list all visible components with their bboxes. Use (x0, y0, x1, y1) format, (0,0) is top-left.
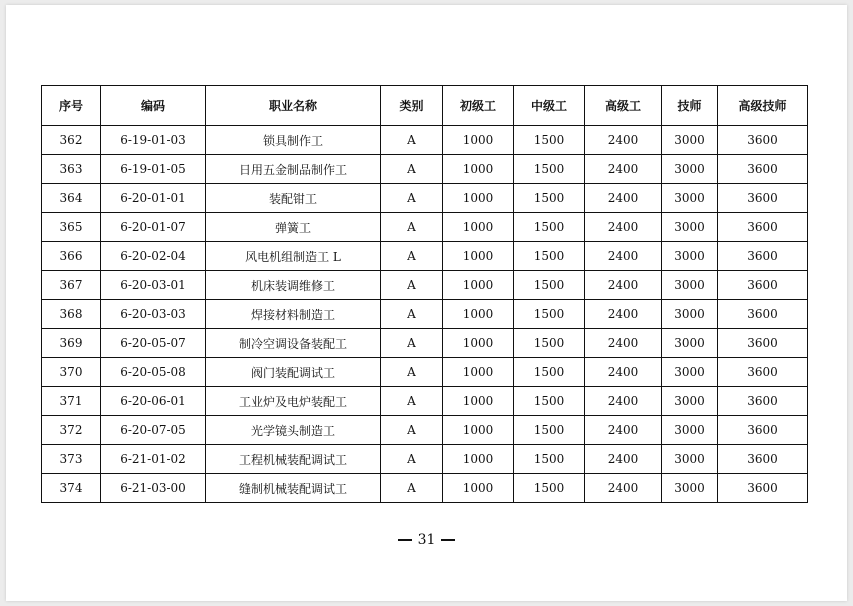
table-cell: 3600 (718, 184, 808, 213)
table-cell: 1000 (443, 242, 514, 271)
table-cell: 6-20-01-07 (101, 213, 206, 242)
table-cell: 6-20-05-08 (101, 358, 206, 387)
table-cell: 1500 (514, 242, 585, 271)
table-row (42, 416, 808, 445)
table-cell: 1000 (443, 184, 514, 213)
table-cell: A (381, 242, 443, 271)
table-cell: 364 (42, 184, 101, 213)
table-cell: 3000 (662, 358, 718, 387)
table-cell: 2400 (585, 387, 662, 416)
table-cell: 3000 (662, 242, 718, 271)
table-cell: 366 (42, 242, 101, 271)
table-cell: 3600 (718, 300, 808, 329)
table-cell: 1500 (514, 300, 585, 329)
table-cell: 2400 (585, 184, 662, 213)
table-cell: 6-20-02-04 (101, 242, 206, 271)
table-cell: 1500 (514, 213, 585, 242)
table-row (42, 474, 808, 503)
table-cell: A (381, 358, 443, 387)
table-cell: 6-20-01-01 (101, 184, 206, 213)
table-header-row (42, 86, 808, 126)
table-cell: 1500 (514, 387, 585, 416)
table-cell: A (381, 474, 443, 503)
table-cell: 1000 (443, 358, 514, 387)
right-dash (441, 539, 455, 541)
table-cell: 374 (42, 474, 101, 503)
table-cell: A (381, 126, 443, 155)
table-cell: 6-19-01-05 (101, 155, 206, 184)
table-cell: 1500 (514, 126, 585, 155)
table-cell: 2400 (585, 300, 662, 329)
table-cell: 3600 (718, 213, 808, 242)
table-cell: 1000 (443, 416, 514, 445)
table-cell: 3000 (662, 271, 718, 300)
table-cell: A (381, 155, 443, 184)
table-cell: 368 (42, 300, 101, 329)
left-dash (398, 539, 412, 541)
table-row (42, 242, 808, 271)
table-cell: 1000 (443, 126, 514, 155)
header-junior: 初级工 (443, 86, 514, 126)
table-row (42, 184, 808, 213)
table-cell: 弹簧工 (206, 213, 381, 242)
table-cell: 1000 (443, 271, 514, 300)
table-cell: 371 (42, 387, 101, 416)
table-cell: 1500 (514, 416, 585, 445)
table-cell: 缝制机械装配调试工 (206, 474, 381, 503)
header-serial: 序号 (42, 86, 101, 126)
table-cell: A (381, 387, 443, 416)
table-cell: 日用五金制品制作工 (206, 155, 381, 184)
table-cell: A (381, 329, 443, 358)
table-cell: A (381, 445, 443, 474)
header-occupation-name: 职业名称 (206, 86, 381, 126)
table-cell: 362 (42, 126, 101, 155)
table-cell: 锁具制作工 (206, 126, 381, 155)
document-page (6, 5, 847, 601)
table-row (42, 387, 808, 416)
table-cell: 1500 (514, 184, 585, 213)
table-cell: 3000 (662, 387, 718, 416)
header-code: 编码 (101, 86, 206, 126)
table-cell: 机床装调维修工 (206, 271, 381, 300)
table-cell: A (381, 271, 443, 300)
table-cell: 3600 (718, 416, 808, 445)
table-cell: 3600 (718, 126, 808, 155)
table-row (42, 155, 808, 184)
occupation-subsidy-table (41, 85, 808, 503)
table-cell: 3600 (718, 387, 808, 416)
table-cell: 369 (42, 329, 101, 358)
table-cell: 363 (42, 155, 101, 184)
page-footer (6, 532, 847, 548)
table-cell: 3600 (718, 271, 808, 300)
table-cell: 6-20-06-01 (101, 387, 206, 416)
table-cell: 2400 (585, 358, 662, 387)
table-cell: 3600 (718, 329, 808, 358)
table-cell: 1000 (443, 387, 514, 416)
table-cell: 1500 (514, 445, 585, 474)
table-cell: 风电机组制造工 L (206, 242, 381, 271)
table-cell: 6-20-03-01 (101, 271, 206, 300)
table-cell: 373 (42, 445, 101, 474)
table-cell: 1500 (514, 329, 585, 358)
header-senior-technician: 高级技师 (718, 86, 808, 126)
table-cell: 367 (42, 271, 101, 300)
header-intermediate: 中级工 (514, 86, 585, 126)
table-cell: 装配钳工 (206, 184, 381, 213)
table-cell: 2400 (585, 242, 662, 271)
header-technician: 技师 (662, 86, 718, 126)
table-cell: 制冷空调设备装配工 (206, 329, 381, 358)
table-cell: A (381, 184, 443, 213)
table-cell: 3000 (662, 445, 718, 474)
table-cell: 6-21-03-00 (101, 474, 206, 503)
table-cell: 2400 (585, 445, 662, 474)
table-cell: 2400 (585, 126, 662, 155)
table-cell: 1000 (443, 155, 514, 184)
header-senior: 高级工 (585, 86, 662, 126)
table-cell: 2400 (585, 329, 662, 358)
table-cell: 1000 (443, 474, 514, 503)
table-cell: A (381, 416, 443, 445)
table-cell: A (381, 213, 443, 242)
table-cell: 370 (42, 358, 101, 387)
table-cell: 3000 (662, 184, 718, 213)
table-cell: 2400 (585, 213, 662, 242)
table-body (42, 126, 808, 503)
table-cell: 光学镜头制造工 (206, 416, 381, 445)
table-cell: 1000 (443, 329, 514, 358)
table-cell: 372 (42, 416, 101, 445)
table-cell: 6-19-01-03 (101, 126, 206, 155)
header-category: 类别 (381, 86, 443, 126)
table-row (42, 126, 808, 155)
table-cell: 2400 (585, 155, 662, 184)
table-cell: 阀门装配调试工 (206, 358, 381, 387)
table-cell: 3600 (718, 155, 808, 184)
table-cell: 3000 (662, 155, 718, 184)
table-cell: 1500 (514, 474, 585, 503)
page-number: 31 (417, 532, 436, 548)
table-cell: 6-20-07-05 (101, 416, 206, 445)
table-cell: 3600 (718, 474, 808, 503)
table-cell: A (381, 300, 443, 329)
table-cell: 365 (42, 213, 101, 242)
table-cell: 1000 (443, 300, 514, 329)
table-cell: 3000 (662, 416, 718, 445)
table-row (42, 271, 808, 300)
table-cell: 3600 (718, 358, 808, 387)
table-cell: 6-21-01-02 (101, 445, 206, 474)
table-cell: 1500 (514, 271, 585, 300)
table-cell: 3600 (718, 445, 808, 474)
table-cell: 2400 (585, 474, 662, 503)
table-cell: 3000 (662, 126, 718, 155)
table-cell: 工程机械装配调试工 (206, 445, 381, 474)
table-cell: 6-20-03-03 (101, 300, 206, 329)
table-cell: 3600 (718, 242, 808, 271)
table-cell: 1000 (443, 213, 514, 242)
table-cell: 2400 (585, 416, 662, 445)
table-row (42, 329, 808, 358)
table-cell: 3000 (662, 300, 718, 329)
table-row (42, 358, 808, 387)
table-cell: 3000 (662, 329, 718, 358)
table-cell: 焊接材料制造工 (206, 300, 381, 329)
table-row (42, 445, 808, 474)
table-row (42, 300, 808, 329)
table-cell: 6-20-05-07 (101, 329, 206, 358)
table-cell: 3000 (662, 213, 718, 242)
table-cell: 1000 (443, 445, 514, 474)
table-cell: 工业炉及电炉装配工 (206, 387, 381, 416)
table-row (42, 213, 808, 242)
table-cell: 3000 (662, 474, 718, 503)
table-cell: 1500 (514, 358, 585, 387)
table-cell: 2400 (585, 271, 662, 300)
table-cell: 1500 (514, 155, 585, 184)
